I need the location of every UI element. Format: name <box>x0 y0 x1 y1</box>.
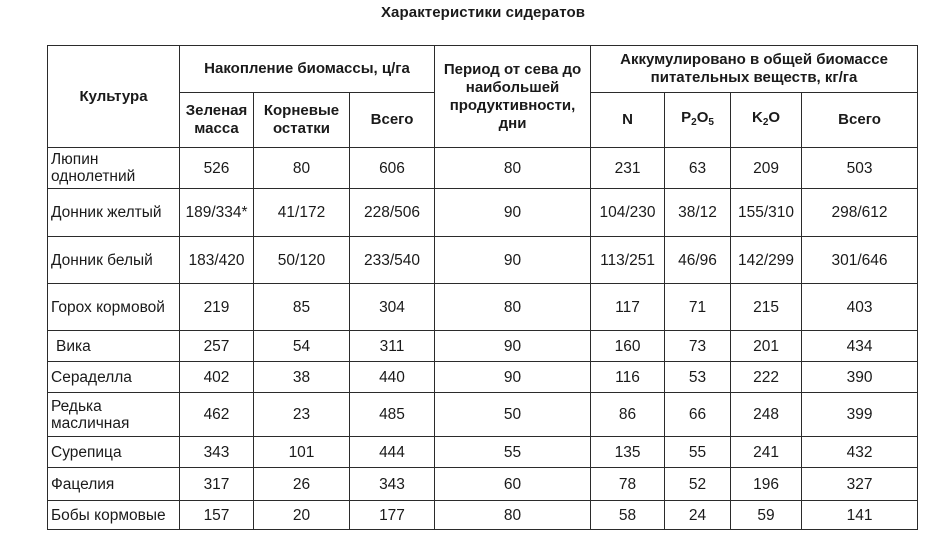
cell-root: 101 <box>254 437 350 468</box>
table-title: Характеристики сидератов <box>380 4 586 21</box>
table-row <box>48 362 918 393</box>
cell-days: 50 <box>435 393 591 437</box>
cell-n: 86 <box>591 393 665 437</box>
cell-n: 117 <box>591 284 665 331</box>
cell-culture: Вика <box>48 331 180 362</box>
p2o5-o: O <box>696 108 709 126</box>
cell-sum: 390 <box>802 362 918 393</box>
cell-k: 142/299 <box>731 237 802 284</box>
cell-total: 228/506 <box>350 189 435 237</box>
header-biomass-total: Всего <box>350 93 435 148</box>
header-period: Период от сева до наибольшей продуктивности, дни <box>435 46 591 148</box>
cell-root: 80 <box>254 148 350 189</box>
cell-k: 196 <box>731 468 802 501</box>
cell-sum: 301/646 <box>802 237 918 284</box>
k2o-k: K <box>751 108 763 126</box>
k2o-o: O <box>768 108 781 126</box>
cell-days: 80 <box>435 284 591 331</box>
cell-k: 241 <box>731 437 802 468</box>
cell-p: 66 <box>665 393 731 437</box>
table-row <box>48 437 918 468</box>
cell-days: 90 <box>435 237 591 284</box>
cell-days: 80 <box>435 148 591 189</box>
table-row <box>48 189 918 237</box>
p2o5-sub5: 5 <box>708 116 714 128</box>
table-row <box>48 148 918 189</box>
cell-p: 46/96 <box>665 237 731 284</box>
header-nutrients-group: Аккумулировано в общей биомассе питательных веществ, кг/га <box>591 46 918 93</box>
table-row <box>48 501 918 530</box>
header-root-residue: Корневые остатки <box>254 93 350 148</box>
cell-n: 104/230 <box>591 189 665 237</box>
cell-k: 209 <box>731 148 802 189</box>
cell-green: 317 <box>180 468 254 501</box>
cell-sum: 141 <box>802 501 918 530</box>
cell-n: 135 <box>591 437 665 468</box>
cell-p: 24 <box>665 501 731 530</box>
cell-sum: 298/612 <box>802 189 918 237</box>
cell-total: 444 <box>350 437 435 468</box>
cell-n: 160 <box>591 331 665 362</box>
cell-days: 90 <box>435 331 591 362</box>
header-n: N <box>591 93 665 148</box>
siderates-table <box>47 45 918 530</box>
cell-root: 85 <box>254 284 350 331</box>
cell-culture: Люпин однолетний <box>48 148 180 189</box>
cell-green: 257 <box>180 331 254 362</box>
p2o5-sub2: 2 <box>691 116 697 128</box>
cell-p: 71 <box>665 284 731 331</box>
cell-p: 55 <box>665 437 731 468</box>
cell-days: 90 <box>435 189 591 237</box>
cell-p: 38/12 <box>665 189 731 237</box>
cell-culture: Редька масличная <box>48 393 180 437</box>
cell-total: 343 <box>350 468 435 501</box>
cell-green: 189/334* <box>180 189 254 237</box>
k2o-sub2: 2 <box>762 116 769 128</box>
cell-p: 63 <box>665 148 731 189</box>
cell-culture: Горох кормовой <box>48 284 180 331</box>
cell-sum: 327 <box>802 468 918 501</box>
table-row <box>48 331 918 362</box>
p2o5-p: P <box>681 108 692 126</box>
cell-k: 155/310 <box>731 189 802 237</box>
cell-root: 50/120 <box>254 237 350 284</box>
cell-k: 222 <box>731 362 802 393</box>
cell-green: 157 <box>180 501 254 530</box>
header-biomass-group: Накопление биомассы, ц/га <box>180 46 435 93</box>
header-nutrients-total: Всего <box>802 93 918 148</box>
cell-green: 219 <box>180 284 254 331</box>
cell-n: 78 <box>591 468 665 501</box>
table-row <box>48 393 918 437</box>
header-k2o <box>731 93 802 148</box>
cell-root: 20 <box>254 501 350 530</box>
cell-total: 606 <box>350 148 435 189</box>
header-culture: Культура <box>48 46 180 148</box>
cell-sum: 399 <box>802 393 918 437</box>
cell-green: 183/420 <box>180 237 254 284</box>
cell-root: 54 <box>254 331 350 362</box>
cell-green: 343 <box>180 437 254 468</box>
cell-k: 59 <box>731 501 802 530</box>
cell-n: 58 <box>591 501 665 530</box>
cell-total: 440 <box>350 362 435 393</box>
cell-culture: Сурепица <box>48 437 180 468</box>
cell-total: 485 <box>350 393 435 437</box>
cell-days: 90 <box>435 362 591 393</box>
cell-p: 52 <box>665 468 731 501</box>
cell-root: 41/172 <box>254 189 350 237</box>
cell-k: 215 <box>731 284 802 331</box>
cell-p: 73 <box>665 331 731 362</box>
cell-culture: Донник белый <box>48 237 180 284</box>
cell-sum: 432 <box>802 437 918 468</box>
header-p2o5 <box>665 93 731 148</box>
cell-sum: 434 <box>802 331 918 362</box>
cell-green: 402 <box>180 362 254 393</box>
header-green-mass: Зеленая масса <box>180 93 254 148</box>
table-row <box>48 468 918 501</box>
cell-days: 80 <box>435 501 591 530</box>
cell-total: 304 <box>350 284 435 331</box>
cell-total: 311 <box>350 331 435 362</box>
cell-culture: Фацелия <box>48 468 180 501</box>
cell-green: 462 <box>180 393 254 437</box>
cell-days: 55 <box>435 437 591 468</box>
cell-n: 116 <box>591 362 665 393</box>
cell-sum: 503 <box>802 148 918 189</box>
cell-p: 53 <box>665 362 731 393</box>
cell-culture: Донник желтый <box>48 189 180 237</box>
cell-root: 26 <box>254 468 350 501</box>
cell-total: 177 <box>350 501 435 530</box>
cell-k: 201 <box>731 331 802 362</box>
header-row-group <box>48 46 918 93</box>
cell-total: 233/540 <box>350 237 435 284</box>
cell-root: 38 <box>254 362 350 393</box>
cell-k: 248 <box>731 393 802 437</box>
cell-culture: Сераделла <box>48 362 180 393</box>
cell-root: 23 <box>254 393 350 437</box>
cell-n: 113/251 <box>591 237 665 284</box>
cell-n: 231 <box>591 148 665 189</box>
cell-sum: 403 <box>802 284 918 331</box>
cell-green: 526 <box>180 148 254 189</box>
cell-culture: Бобы кормовые <box>48 501 180 530</box>
table-row <box>48 284 918 331</box>
table-row <box>48 237 918 284</box>
cell-days: 60 <box>435 468 591 501</box>
